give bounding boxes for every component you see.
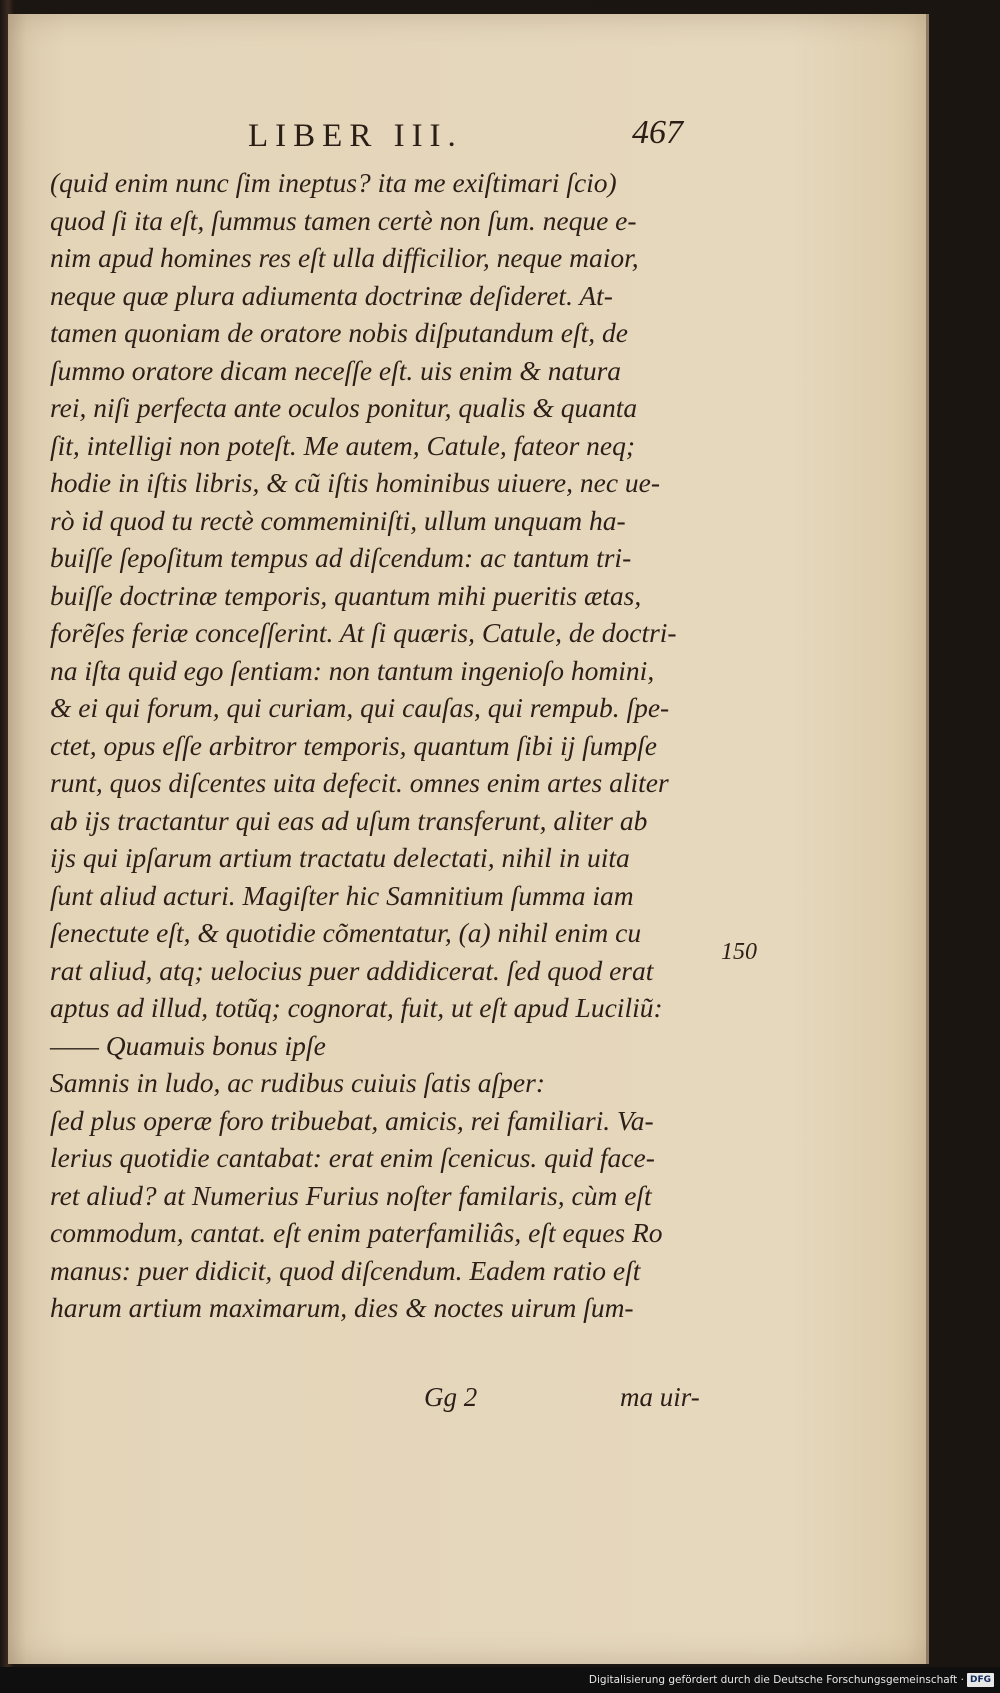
marginal-number: 150 [721,939,757,965]
text-line: tamen quoniam de oratore nobis diſputandum eſt, de [50,317,628,348]
dfg-logo-badge: DFG [967,1673,994,1687]
text-line: & ei qui forum, qui curiam, qui cauſas, qui rempub. ſpe- [50,692,670,723]
text-line: runt, quos diſcentes uita defecit. omnes enim artes aliter [50,767,669,798]
text-line: ſed plus operæ foro tribuebat, amicis, rei familiari. Va- [50,1104,654,1136]
text-line: harum artium maximarum, dies & noctes uirum ſum- [50,1292,634,1323]
text-line: quod ſi ita eſt, ſummus tamen certè non ſum. neque e- [50,204,637,236]
text-line: rat aliud, atq; uelocius puer addidicerat. ſed quod erat [50,954,654,986]
text-line: lerius quotidie cantabat: erat enim ſcenicus. quid face- [50,1142,655,1173]
running-head [8,114,926,160]
running-head-title: LIBER III. [248,118,463,154]
verse-line: Samnis in ludo, ac rudibus cuiuis ſatis aſper: [50,1067,545,1098]
text-line: forẽſes feriæ conceſſerint. At ſi quæris, Catule, de doctri- [50,617,677,648]
body-text [50,164,740,1327]
credit-text: Digitalisierung gefördert durch die Deutsche Forschungsgemeinschaft · [588,1674,964,1686]
text-line: buiſſe ſepoſitum tempus ad diſcendum: ac tantum tri- [50,542,632,573]
text-line: ctet, opus eſſe arbitror temporis, quantum ſibi ij ſumpſe [50,729,658,761]
text-line: hodie in iſtis libris, & cũ iſtis hominibus uiuere, nec ue- [50,467,661,498]
text-line: ſenectute eſt, & quotidie cõmentatur, (a) nihil enim cu [50,917,642,948]
text-line: aptus ad illud, totũq; cognorat, fuit, ut eſt apud Luciliũ: [50,992,663,1023]
text-line: na iſta quid ego ſentiam: non tantum ingenioſo homini, [50,654,655,686]
catchword: ma uir- [620,1382,700,1412]
verse-line: —— Quamuis bonus ipſe [50,1029,326,1061]
text-line: (quid enim nunc ſim ineptus? ita me exiſtimari ſcio) [50,167,617,198]
text-line: ijs qui ipſarum artium tractatu delectati, nihil in uita [50,842,630,873]
text-line: ſunt aliud acturi. Magiſter hic Samnitium ſumma iam [50,879,634,911]
text-line: neque quæ plura adiumenta doctrinæ deſideret. At- [50,279,613,311]
text-line: ſit, intelligi non poteſt. Me autem, Catule, fateor neq; [50,429,636,461]
text-line: ret aliud? at Numerius Furius noſter familaris, cùm eſt [50,1179,652,1211]
text-line: commodum, cantat. eſt enim paterfamiliâs, eſt eques Ro [50,1217,663,1248]
signature-mark: Gg 2 [424,1382,478,1412]
text-line: buiſſe doctrinæ temporis, quantum mihi pueritis ætas, [50,579,642,611]
book-page [8,14,929,1664]
text-line: ab ijs tractantur qui eas ad uſum transferunt, aliter ab [50,804,648,836]
text-line: rei, niſi perfecta ante oculos ponitur, qualis & quanta [50,392,638,423]
text-line: ſummo oratore dicam neceſſe eſt. uis enim & natura [50,354,622,386]
text-line: nim apud homines res eſt ulla difficilior, neque maior, [50,242,639,273]
text-line: rò id quod tu rectè commeminiſti, ullum unquam ha- [50,504,626,536]
digitization-credit [0,1667,1000,1693]
page-number: 467 [632,114,683,151]
text-line: manus: puer didicit, quod diſcendum. Eadem ratio eſt [50,1254,641,1286]
